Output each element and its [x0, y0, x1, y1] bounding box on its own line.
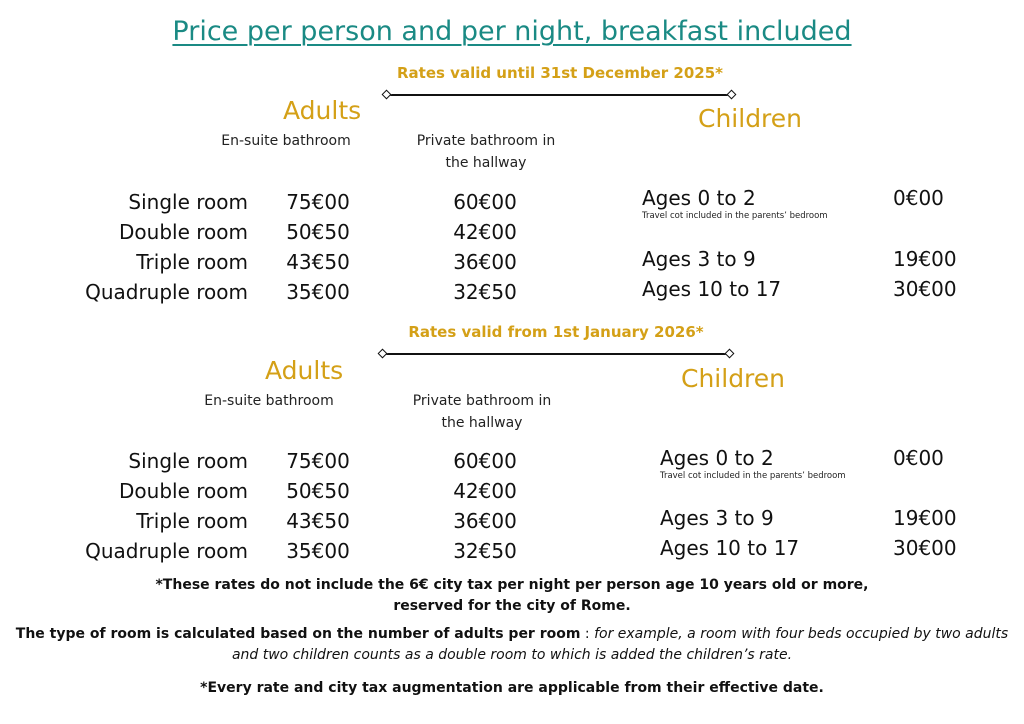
room-type-note-line1 — [0, 626, 1024, 642]
child-price: 30€00 — [893, 277, 957, 301]
room-label: Quadruple room — [85, 280, 248, 304]
child-price: 19€00 — [893, 247, 957, 271]
room-type-example-cont: and two children counts as a double room to which is added the children’s rate. — [231, 647, 793, 663]
room-price-private: 42€00 — [453, 479, 517, 503]
divider-rule-2 — [383, 353, 729, 355]
effective-date-note: *Every rate and city tax augmentation are applicable from their effective date. — [200, 680, 824, 696]
page-title: Price per person and per night, breakfast included — [172, 16, 852, 47]
room-label: Triple room — [136, 250, 248, 274]
room-price-private: 36€00 — [453, 509, 517, 533]
city-tax-note-line1: *These rates do not include the 6€ city tax per night per person age 10 years old or more, — [155, 577, 869, 593]
room-label: Quadruple room — [85, 539, 248, 563]
room-price-private: 60€00 — [453, 449, 517, 473]
room-price-ensuite: 75€00 — [286, 449, 350, 473]
room-label: Single room — [128, 449, 248, 473]
child-age-label: Ages 10 to 17 — [660, 536, 800, 560]
child-price: 0€00 — [893, 446, 944, 470]
children-title-2: Children — [681, 364, 786, 393]
room-price-ensuite: 35€00 — [286, 280, 350, 304]
col-private-2-line2: the hallway — [441, 415, 523, 431]
col-private-1-line2: the hallway — [445, 155, 527, 171]
col-private-2-line1: Private bathroom in — [412, 393, 552, 409]
travel-cot-note: Travel cot included in the parents’ bedroom — [660, 471, 846, 481]
room-price-private: 42€00 — [453, 220, 517, 244]
room-label: Single room — [128, 190, 248, 214]
child-age-label: Ages 3 to 9 — [660, 506, 774, 530]
child-price: 19€00 — [893, 506, 957, 530]
room-price-ensuite: 75€00 — [286, 190, 350, 214]
col-ensuite-1: En-suite bathroom — [221, 133, 351, 149]
room-price-ensuite: 50€50 — [286, 479, 350, 503]
col-private-1-line1: Private bathroom in — [416, 133, 556, 149]
room-label: Double room — [119, 220, 248, 244]
room-price-private: 32€50 — [453, 280, 517, 304]
room-price-ensuite: 43€50 — [286, 250, 350, 274]
child-age-label: Ages 0 to 2 — [642, 186, 756, 210]
divider-rule-1 — [387, 94, 731, 96]
children-title-1: Children — [698, 104, 803, 133]
room-price-private: 32€50 — [453, 539, 517, 563]
child-age-label: Ages 10 to 17 — [642, 277, 782, 301]
room-price-private: 60€00 — [453, 190, 517, 214]
validity-period-1: Rates valid until 31st December 2025* — [397, 64, 723, 82]
room-label: Double room — [119, 479, 248, 503]
room-price-ensuite: 43€50 — [286, 509, 350, 533]
child-age-label: Ages 0 to 2 — [660, 446, 774, 470]
room-price-ensuite: 35€00 — [286, 539, 350, 563]
adults-title-2: Adults — [265, 356, 344, 385]
col-ensuite-2: En-suite bathroom — [204, 393, 334, 409]
room-type-bold: The type of room is calculated based on the number of adults per room — [15, 626, 581, 642]
room-price-private: 36€00 — [453, 250, 517, 274]
child-price: 0€00 — [893, 186, 944, 210]
room-type-example: for example, a room with four beds occupied by two adults — [594, 626, 1009, 642]
adults-title-1: Adults — [283, 96, 362, 125]
room-type-separator: : — [580, 626, 595, 642]
city-tax-note-line2: reserved for the city of Rome. — [393, 598, 631, 614]
travel-cot-note: Travel cot included in the parents’ bedroom — [642, 211, 828, 221]
child-age-label: Ages 3 to 9 — [642, 247, 756, 271]
validity-period-2: Rates valid from 1st January 2026* — [408, 323, 704, 341]
child-price: 30€00 — [893, 536, 957, 560]
room-label: Triple room — [136, 509, 248, 533]
room-price-ensuite: 50€50 — [286, 220, 350, 244]
room-type-note-line2 — [0, 647, 1024, 663]
